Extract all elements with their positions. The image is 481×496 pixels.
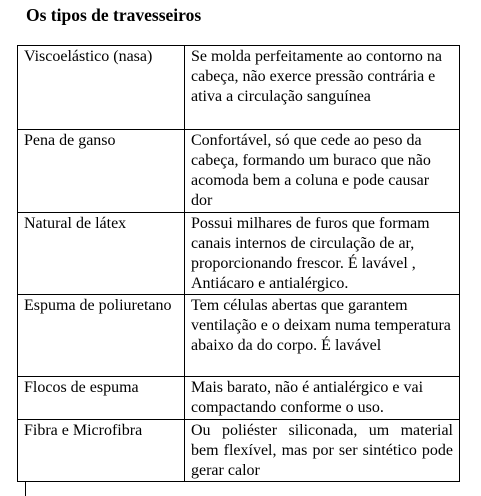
pillow-description-cell: Se molda perfeitamente ao contorno na cabeça, não exerce pressão contrária e ativa a circulação sanguínea (185, 46, 460, 130)
table-row (18, 130, 460, 213)
text-cursor (25, 482, 26, 496)
pillow-description-cell: Ou poliéster siliconada, um material bem flexível, mas por ser sintético pode gerar calor (185, 420, 460, 482)
pillow-description-cell: Confortável, só que cede ao peso da cabeça, formando um buraco que não acomoda bem a coluna e pode causar dor (185, 130, 460, 213)
pillow-type-cell: Pena de ganso (18, 130, 185, 213)
pillow-description-cell: Tem células abertas que garantem ventilação e o deixam numa temperatura abaixo da do corpo. É lavável (185, 295, 460, 377)
table-row (18, 46, 460, 130)
pillow-description-cell: Possui milhares de furos que formam canais internos de circulação de ar, proporcionando frescor. É lavável , Antiácaro e antialérgico. (185, 213, 460, 295)
pillow-type-cell: Flocos de espuma (18, 377, 185, 420)
pillow-type-cell: Natural de látex (18, 213, 185, 295)
pillow-type-cell: Viscoelástico (nasa) (18, 46, 185, 130)
pillow-description-cell: Mais barato, não é antialérgico e vai compactando conforme o uso. (185, 377, 460, 420)
document-title: Os tipos de travesseiros (26, 5, 202, 25)
table-row (18, 213, 460, 295)
pillow-type-cell: Espuma de poliuretano (18, 295, 185, 377)
table-row (18, 295, 460, 377)
pillow-type-cell: Fibra e Microfibra (18, 420, 185, 482)
table-row (18, 420, 460, 482)
pillow-types-table (17, 45, 460, 482)
table-row (18, 377, 460, 420)
